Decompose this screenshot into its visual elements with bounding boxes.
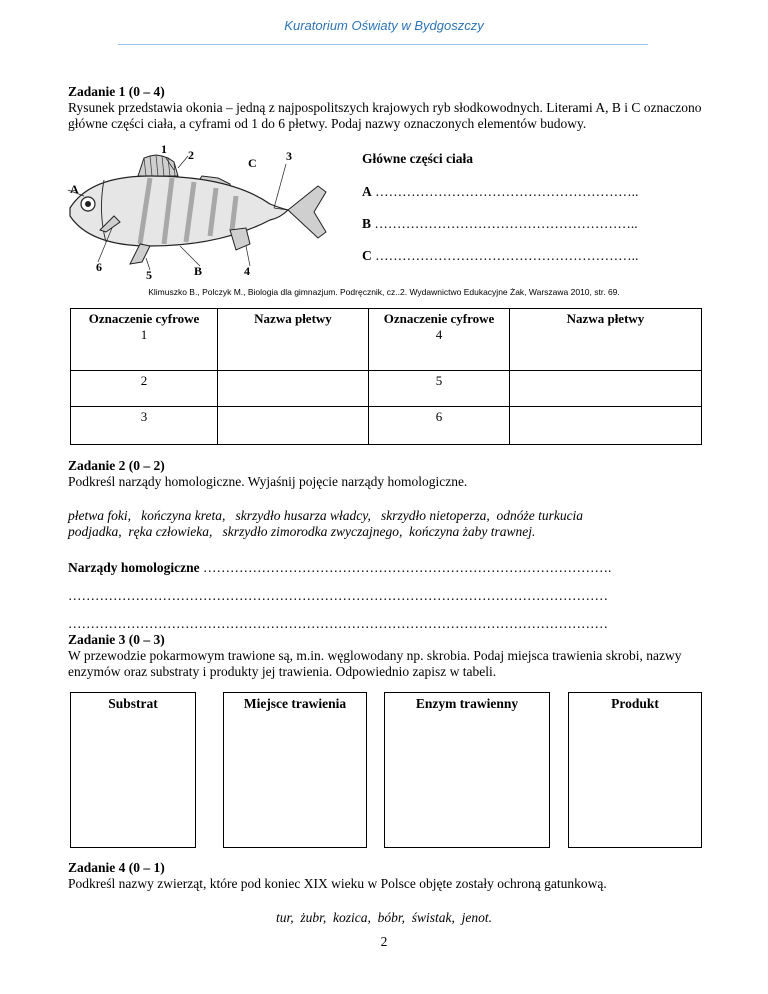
fins-cell-empty[interactable] bbox=[218, 371, 369, 407]
fins-header-name-right: Nazwa płetwy bbox=[510, 309, 702, 371]
part-c-line: C ………………………………………………….. bbox=[362, 248, 639, 263]
task3-title: Zadanie 3 (0 – 3) bbox=[68, 632, 165, 647]
col-header-produkt: Produkt bbox=[611, 696, 659, 711]
task2-answer-line: Narządy homologiczne ………………………………………………………………………………. bbox=[68, 560, 612, 575]
fins-cell-mark-1: Oznaczenie cyfrowe 1 bbox=[71, 309, 218, 371]
task2-options-line2: podjadka, ręka człowieka, skrzydło zimorodka zwyczajnego, kończyna żaby trawnej. bbox=[68, 524, 536, 539]
fins-cell-mark-2: 2 bbox=[71, 371, 218, 407]
task4-options: tur, żubr, kozica, bóbr, świstak, jenot. bbox=[275, 910, 492, 925]
col-substrat[interactable] bbox=[70, 692, 196, 848]
task2-title: Zadanie 2 (0 – 2) bbox=[68, 458, 165, 473]
fins-cell-mark-4: Oznaczenie cyfrowe 4 bbox=[369, 309, 510, 371]
task3-text: W przewodzie pokarmowym trawione są, m.in. węglowodany np. skrobia. Podaj miejsca trawienia skrobi, nazwy enzymów oraz substraty i produkty jej trawienia. Odpowiednio zapisz w tabeli. bbox=[68, 648, 682, 679]
perch-figure bbox=[60, 142, 350, 282]
task1-title: Zadanie 1 (0 – 4) bbox=[68, 84, 165, 99]
col-produkt[interactable] bbox=[568, 692, 702, 848]
col-header-miejsce: Miejsce trawienia bbox=[243, 696, 347, 711]
task2-options-line1: płetwa foki, kończyna kreta, skrzydło husarza władcy, skrzydło nietoperza, odnóże turkucia bbox=[68, 508, 584, 523]
fins-cell-empty[interactable] bbox=[510, 407, 702, 445]
task2-dots-line: ………………………………………………………………………………………………………… bbox=[68, 588, 608, 603]
fig-label-b: B bbox=[194, 264, 203, 278]
fins-cell-empty[interactable] bbox=[510, 371, 702, 407]
task2-dots-line: ………………………………………………………………………………………………………… bbox=[68, 616, 608, 631]
figure-source: Klimuszko B., Polczyk M., Biologia dla gimnazjum. Podręcznik, cz..2. Wydawnictwo Edukacyjne Żak, Warszawa 2010, str. 69. bbox=[148, 287, 620, 297]
task4-title: Zadanie 4 (0 – 1) bbox=[68, 860, 165, 875]
fig-label-4: 4 bbox=[244, 264, 250, 278]
part-a-line: A ………………………………………………….. bbox=[362, 184, 639, 199]
fig-label-3: 3 bbox=[286, 149, 292, 163]
fig-label-c: C bbox=[248, 156, 257, 170]
fig-label-1: 1 bbox=[161, 142, 167, 156]
col-miejsce[interactable] bbox=[223, 692, 367, 848]
part-b-line: B ………………………………………………….. bbox=[362, 216, 638, 231]
fins-cell-mark-3: 3 bbox=[71, 407, 218, 445]
col-header-substrat: Substrat bbox=[108, 696, 158, 711]
fins-table bbox=[70, 308, 702, 445]
page-number: 2 bbox=[380, 934, 388, 949]
page-header: Kuratorium Oświaty w Bydgoszczy bbox=[284, 18, 484, 33]
header-divider bbox=[118, 44, 648, 45]
task2-text: Podkreśl narządy homologiczne. Wyjaśnij pojęcie narządy homologiczne. bbox=[68, 474, 468, 489]
table-row bbox=[71, 309, 702, 371]
col-header-enzym: Enzym trawienny bbox=[415, 696, 519, 711]
fins-cell-empty[interactable] bbox=[218, 407, 369, 445]
fig-label-5: 5 bbox=[146, 268, 152, 282]
task4-text: Podkreśl nazwy zwierząt, które pod koniec XIX wieku w Polsce objęte zostały ochroną gatunkową. bbox=[68, 876, 607, 891]
fig-label-6: 6 bbox=[96, 260, 102, 274]
task1-text: Rysunek przedstawia okonia – jedną z najpospolitszych krajowych ryb słodkowodnych. Literami A, B i C oznaczono główne części ciała, a cyframi od 1 do 6 płetwy. Podaj nazwy oznaczonych elementów budowy. bbox=[68, 100, 702, 131]
perch-drawing bbox=[60, 146, 350, 282]
table-row bbox=[71, 407, 702, 445]
fins-cell-mark-6: 6 bbox=[369, 407, 510, 445]
fig-label-a: A bbox=[70, 182, 79, 196]
fins-cell-mark-5: 5 bbox=[369, 371, 510, 407]
table-row bbox=[71, 371, 702, 407]
fins-header-name-left: Nazwa płetwy bbox=[218, 309, 369, 371]
col-enzym[interactable] bbox=[384, 692, 550, 848]
fig-label-2: 2 bbox=[188, 148, 194, 162]
parts-title: Główne części ciała bbox=[362, 151, 473, 166]
